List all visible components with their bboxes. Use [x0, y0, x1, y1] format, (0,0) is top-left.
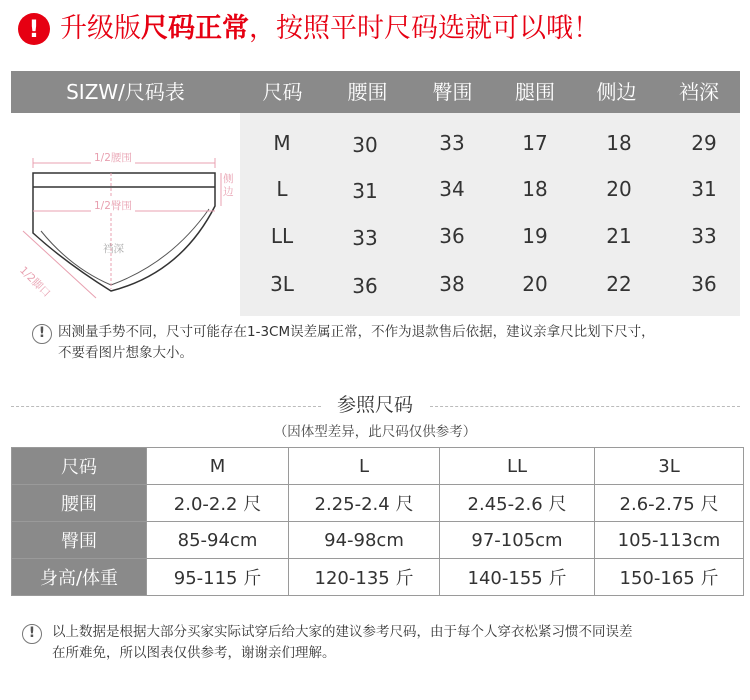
crotch-cell: 29: [691, 131, 717, 155]
col-header-leg: 腿围: [515, 80, 555, 104]
side-cell: 20: [606, 177, 632, 201]
ref-row-header-height-weight: 身高/体重: [12, 559, 147, 596]
ref-cell: 140-155 斤: [440, 559, 595, 596]
ref-cell: 97-105cm: [440, 522, 595, 559]
diagram-label-hip: 1/2臀围: [91, 198, 135, 213]
size-table-header: [11, 71, 740, 113]
headline-part2: ，按照平时尺码选就可以哦！: [249, 13, 600, 44]
waist-cell: 30: [352, 133, 378, 157]
ref-cell: 94-98cm: [289, 522, 440, 559]
measurement-note: [58, 322, 748, 364]
table-row: [12, 559, 744, 596]
reference-title: 参照尺码: [336, 394, 413, 416]
col-header-waist: 腰围: [347, 80, 388, 104]
waist-cell: 31: [352, 179, 378, 203]
ref-cell: 105-113cm: [595, 522, 744, 559]
ref-cell: 150-165 斤: [595, 559, 744, 596]
leg-cell: 18: [522, 177, 548, 201]
table-row: [12, 448, 744, 485]
ref-cell: 85-94cm: [147, 522, 289, 559]
col-header-size: 尺码: [262, 80, 303, 104]
ref-cell: 2.6-2.75 尺: [595, 485, 744, 522]
disclaimer-line2: 在所难免，所以图表仅供参考，谢谢亲们理解。: [52, 645, 336, 661]
diagram-label-side: 侧边: [223, 173, 234, 198]
measurement-note-line2: 不要看图片想象大小。: [58, 345, 193, 361]
measurement-note-line1: 因测量手势不同，尺寸可能存在1-3CM误差属正常，不作为退款售后依据，建议亲拿尺比划下尺寸，: [58, 324, 655, 340]
side-cell: 22: [606, 272, 632, 296]
ref-size-header: L: [289, 448, 440, 485]
size-table-title: SIZW/尺码表: [66, 80, 185, 104]
table-row: [12, 485, 744, 522]
size-cell: LL: [270, 224, 294, 248]
waist-cell: 33: [352, 226, 378, 250]
reference-size-table: [11, 447, 744, 596]
col-header-hip: 臀围: [432, 80, 473, 104]
size-cell: M: [273, 131, 291, 155]
col-header-side: 侧边: [596, 80, 637, 104]
headline: [60, 12, 600, 46]
hip-cell: 38: [439, 272, 465, 296]
leg-cell: 17: [522, 131, 548, 155]
crotch-cell: 33: [691, 224, 717, 248]
info-icon: !: [32, 324, 52, 344]
hip-cell: 34: [439, 177, 465, 201]
headline-emphasis: 尺码正常: [141, 13, 249, 44]
crotch-cell: 31: [691, 177, 717, 201]
ref-row-header-waist: 腰围: [12, 485, 147, 522]
ref-row-header-hip: 臀围: [12, 522, 147, 559]
waist-cell: 36: [352, 274, 378, 298]
ref-cell: 2.0-2.2 尺: [147, 485, 289, 522]
diagram-label-crotch: 裆深: [103, 243, 124, 255]
table-row: [12, 522, 744, 559]
disclaimer-note: [52, 622, 748, 664]
ref-size-header: M: [147, 448, 289, 485]
col-header-crotch: 裆深: [679, 80, 719, 104]
crotch-cell: 36: [691, 272, 717, 296]
reference-subtitle: （因体型差异，此尺码仅供参考）: [273, 424, 477, 440]
diagram-label-waist: 1/2腰围: [91, 150, 135, 165]
size-table-values: [240, 113, 740, 316]
leg-cell: 19: [522, 224, 548, 248]
hip-cell: 33: [439, 131, 465, 155]
hip-cell: 36: [439, 224, 465, 248]
side-cell: 18: [606, 131, 632, 155]
ref-cell: 95-115 斤: [147, 559, 289, 596]
ref-cell: 2.45-2.6 尺: [440, 485, 595, 522]
ref-row-header-size: 尺码: [12, 448, 147, 485]
ref-cell: 120-135 斤: [289, 559, 440, 596]
ref-size-header: LL: [440, 448, 595, 485]
size-cell: L: [276, 177, 288, 201]
underwear-measurement-diagram: [11, 113, 240, 316]
ref-size-header: 3L: [595, 448, 744, 485]
size-cell: 3L: [270, 272, 294, 296]
disclaimer-line1: 以上数据是根据大部分买家实际试穿后给大家的建议参考尺码，由于每个人穿衣松紧习惯不同误差: [52, 624, 633, 640]
headline-part1: 升级版: [60, 13, 141, 44]
leg-cell: 20: [522, 272, 548, 296]
info-icon: !: [22, 624, 42, 644]
warning-icon: !: [18, 13, 50, 45]
diagram-label-leg: 1/2脚口: [17, 264, 53, 300]
side-cell: 21: [606, 224, 632, 248]
ref-cell: 2.25-2.4 尺: [289, 485, 440, 522]
